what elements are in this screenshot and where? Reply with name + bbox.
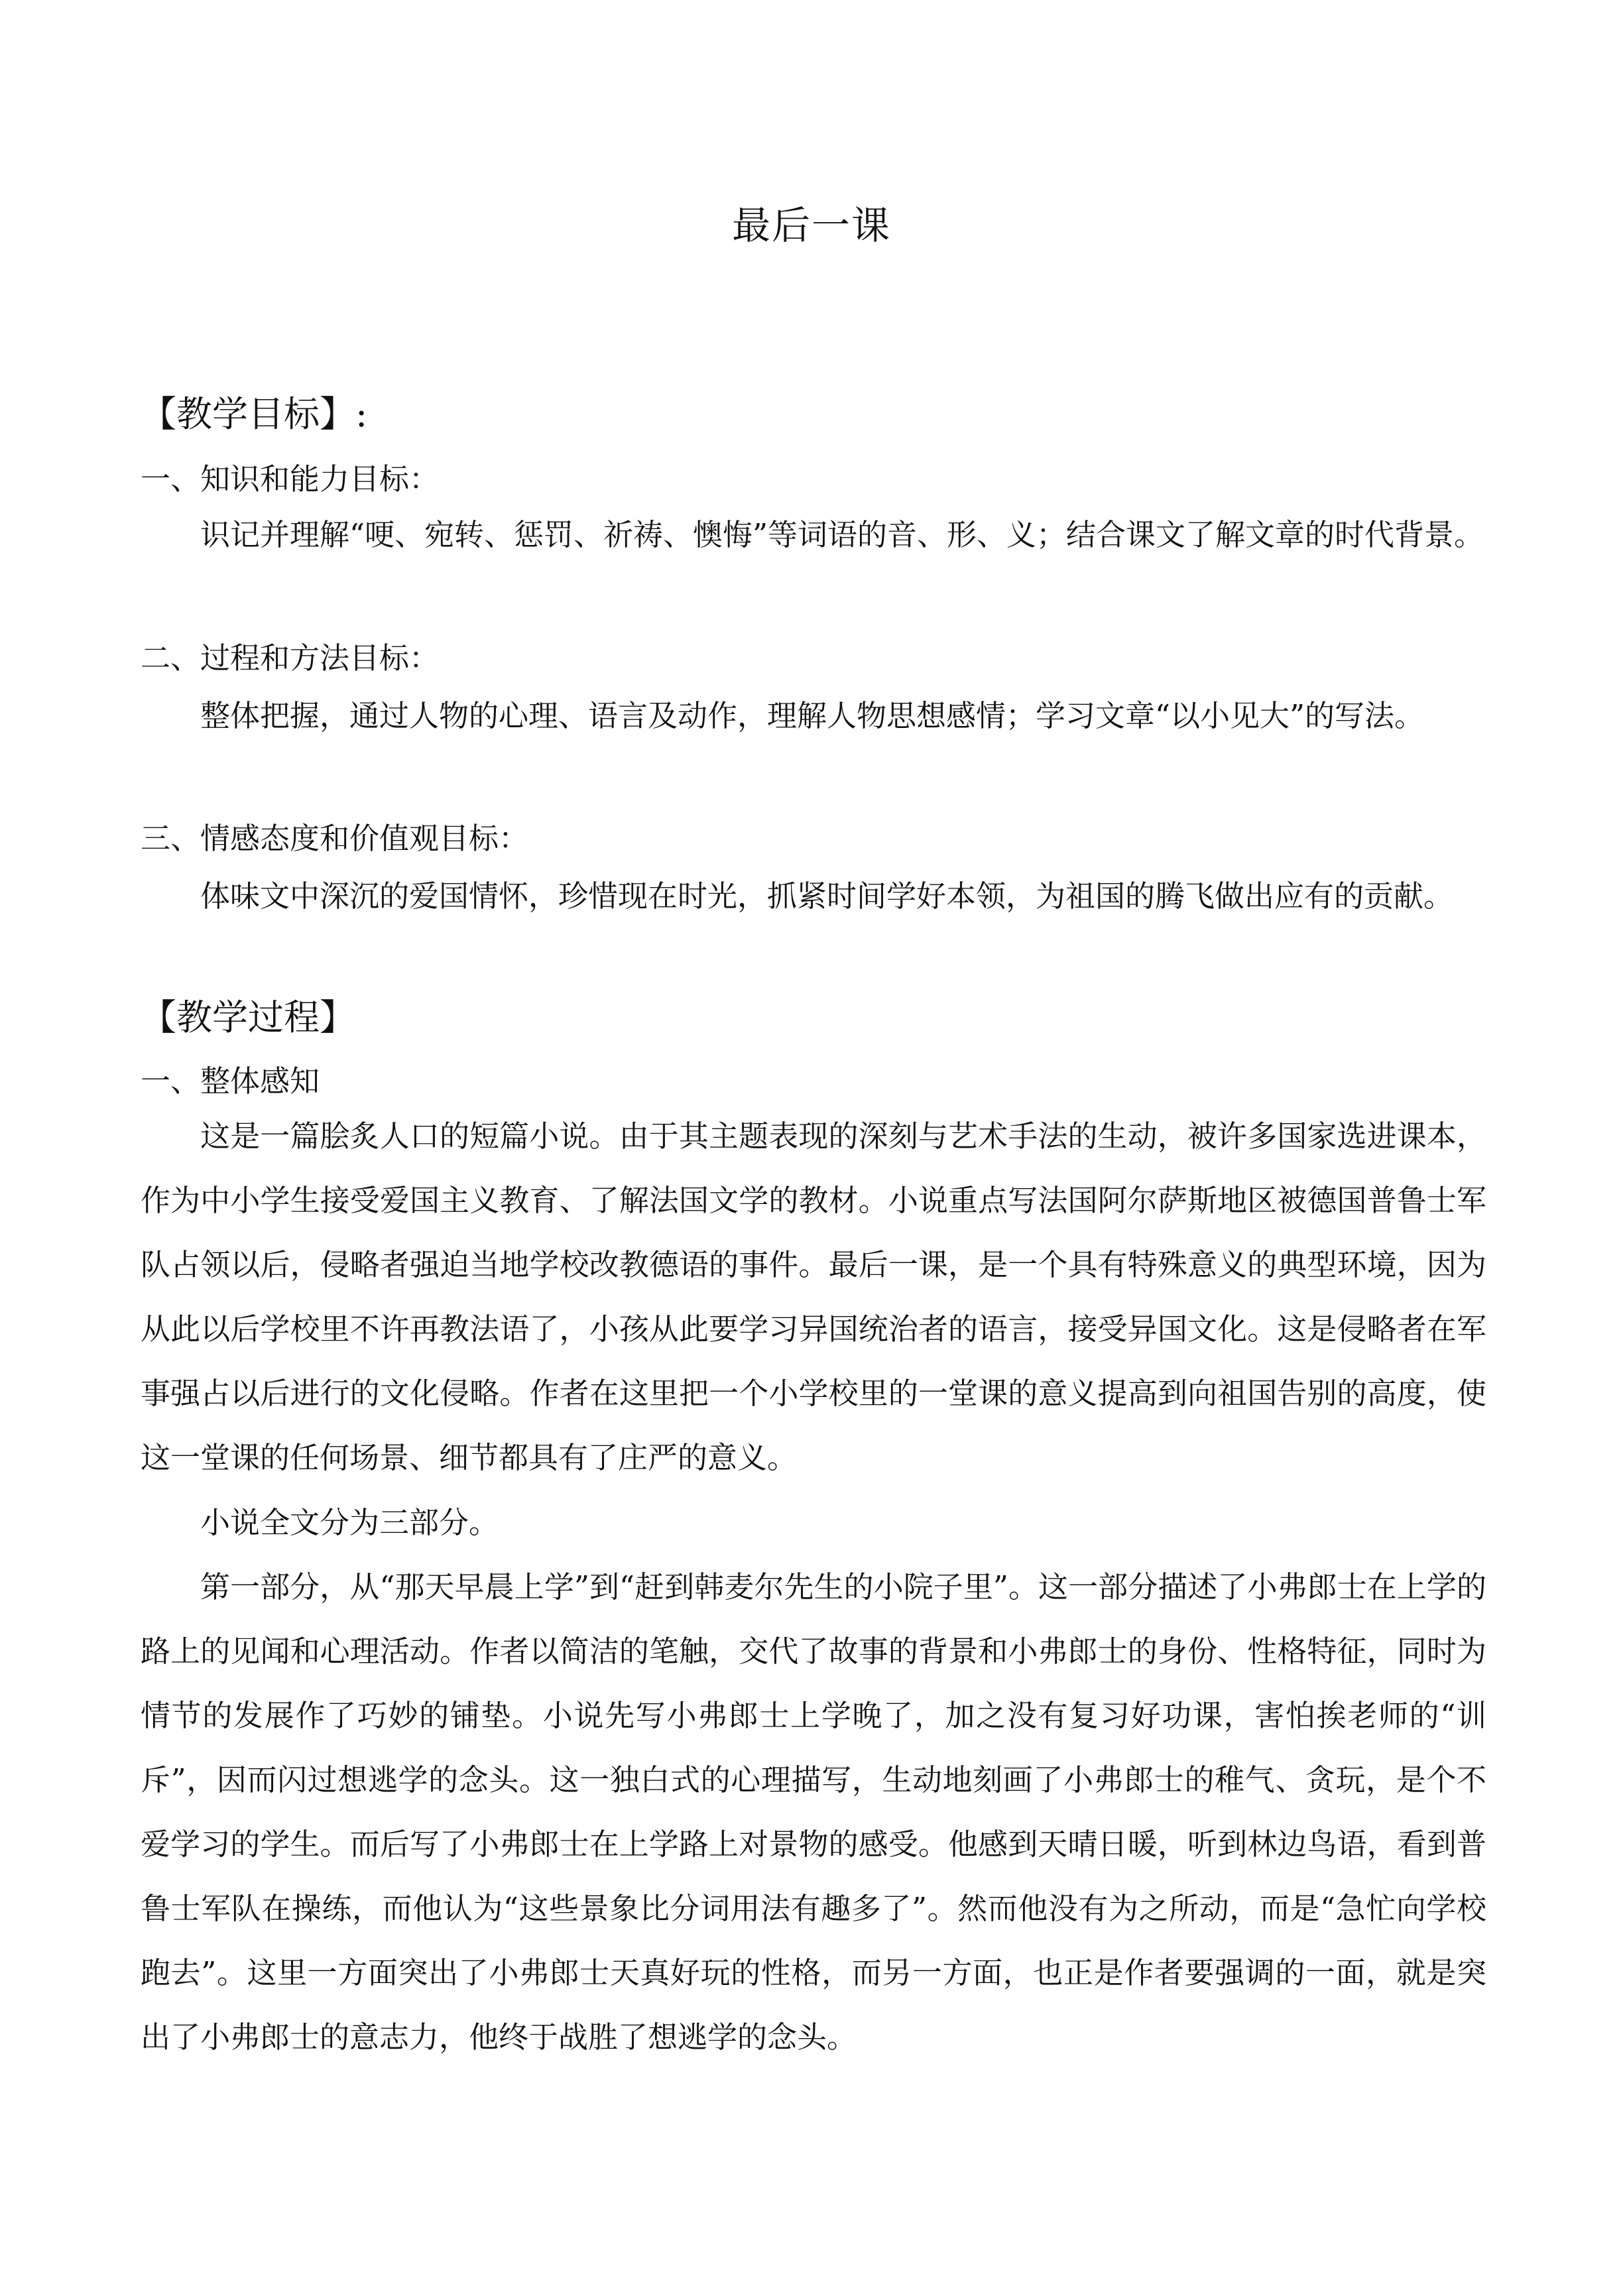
process-paragraph-3: 第一部分，从“那天早晨上学”到“赶到韩麦尔先生的小院子里”。这一部分描述了小弗郎士在上学的路上的见闻和心理活动。作者以简洁的笔触，交代了故事的背景和小弗郎士的身份、性格特征，同时为情节的发展作了巧妙的铺垫。小说先写小弗郎士上学晚了，加之没有复习好功课，害怕挨老师的“训斥”，因而闪过想逃学的念头。这一独白式的心理描写，生动地刻画了小弗郎士的稚气、贪玩，是个不爱学习的学生。而后写了小弗郎士在上学路上对景物的感受。他感到天晴日暖，听到林边鸟语，看到普鲁士军队在操练，而他认为“这些景象比分词用法有趣多了”。然而他没有为之所动，而是“急忙向学校跑去”。这里一方面突出了小弗郎士天真好玩的性格，而另一方面，也正是作者要强调的一面，就是突出了小弗郎士的意志力，他终于战胜了想逃学的念头。 <box>141 1569 1486 2055</box>
goal-1-text: 识记并理解“哽、宛转、惩罚、祈祷、懊悔”等词语的音、形、义；结合课文了解文章的时代背景。 <box>200 517 1484 552</box>
goal-1-label: 一、知识和能力目标： <box>141 461 440 497</box>
goal-2-text: 整体把握，通过人物的心理、语言及动作，理解人物思想感情；学习文章“以小见大”的写法。 <box>200 698 1425 733</box>
process-paragraph-2: 小说全文分为三部分。 <box>200 1505 499 1540</box>
goals-heading: 【教学目标】: <box>141 393 368 435</box>
process-heading: 【教学过程】 <box>141 997 355 1038</box>
document-title: 最后一课 <box>731 203 891 248</box>
process-paragraph-1: 这是一篇脍炙人口的短篇小说。由于其主题表现的深刻与艺术手法的生动，被许多国家选进课本，作为中小学生接受爱国主义教育、了解法国文学的教材。小说重点写法国阿尔萨斯地区被德国普鲁士军队占领以后，侵略者强迫当地学校改教德语的事件。最后一课，是一个具有特殊意义的典型环境，因为从此以后学校里不许再教法语了，小孩从此要学习异国统治者的语言，接受异国文化。这是侵略者在军事强占以后进行的文化侵略。作者在这里把一个小学校里的一堂课的意义提高到向祖国告别的高度，使这一堂课的任何场景、细节都具有了庄严的意义。 <box>141 1118 1486 1475</box>
process-subheading: 一、整体感知 <box>141 1063 320 1099</box>
goal-3-label: 三、情感态度和价值观目标： <box>141 821 529 856</box>
goal-2-label: 二、过程和方法目标： <box>141 640 440 676</box>
goal-3-text: 体味文中深沉的爱国情怀，珍惜现在时光，抓紧时间学好本领，为祖国的腾飞做出应有的贡献。 <box>200 878 1454 914</box>
